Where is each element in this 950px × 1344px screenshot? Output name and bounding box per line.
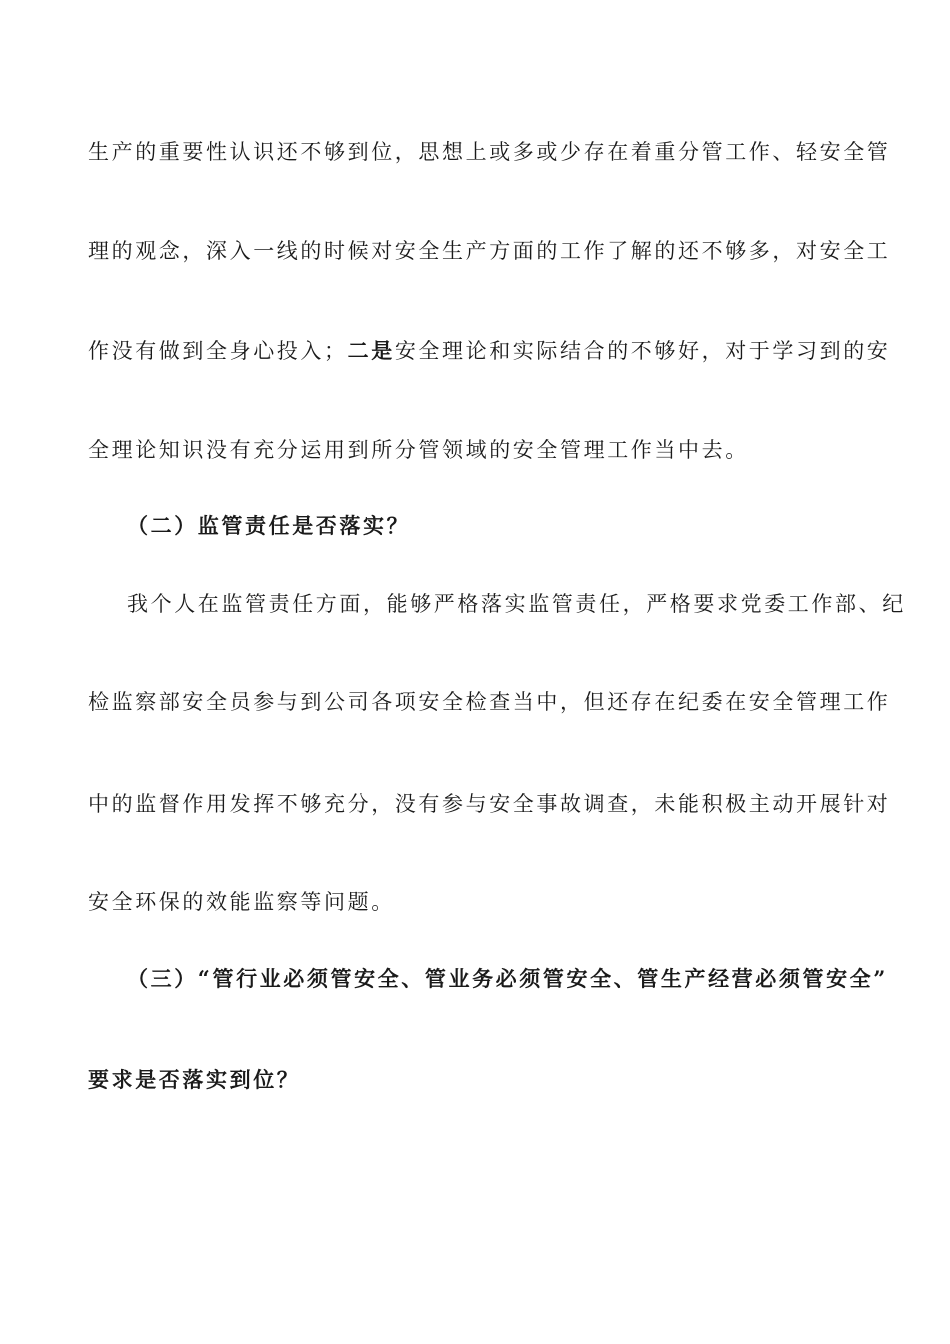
section-heading-3-line-2: 要求是否落实到位？ [88, 1067, 301, 1092]
paragraph-2-line-2: 检监察部安全员参与到公司各项安全检查当中，但还存在纪委在安全管理工作 [88, 690, 891, 714]
paragraph-1-line-4: 全理论知识没有充分运用到所分管领域的安全管理工作当中去。 [88, 438, 749, 462]
paragraph-1-emphasis: 二是 [347, 338, 395, 363]
paragraph-1-line-2: 理的观念，深入一线的时候对安全生产方面的工作了解的还不够多，对安全工 [88, 239, 891, 263]
paragraph-1-line-1: 生产的重要性认识还不够到位，思想上或多或少存在着重分管工作、轻安全管 [88, 140, 891, 164]
paragraph-2-line-4: 安全环保的效能监察等问题。 [88, 890, 395, 914]
section-heading-3-line-1: （三）“管行业必须管安全、管业务必须管安全、管生产经营必须管安全” [127, 966, 888, 991]
paragraph-2-line-3: 中的监督作用发挥不够充分，没有参与安全事故调查，未能积极主动开展针对 [88, 792, 891, 816]
paragraph-2-line-1: 我个人在监管责任方面，能够严格落实监管责任，严格要求党委工作部、纪 [127, 592, 906, 616]
section-heading-2: （二）监管责任是否落实？ [127, 513, 411, 538]
paragraph-1-line-3-prefix: 作没有做到全身心投入； [88, 339, 348, 363]
paragraph-1-line-3 [88, 337, 890, 365]
paragraph-1-line-3-suffix: 安全理论和实际结合的不够好，对于学习到的安 [394, 339, 891, 363]
